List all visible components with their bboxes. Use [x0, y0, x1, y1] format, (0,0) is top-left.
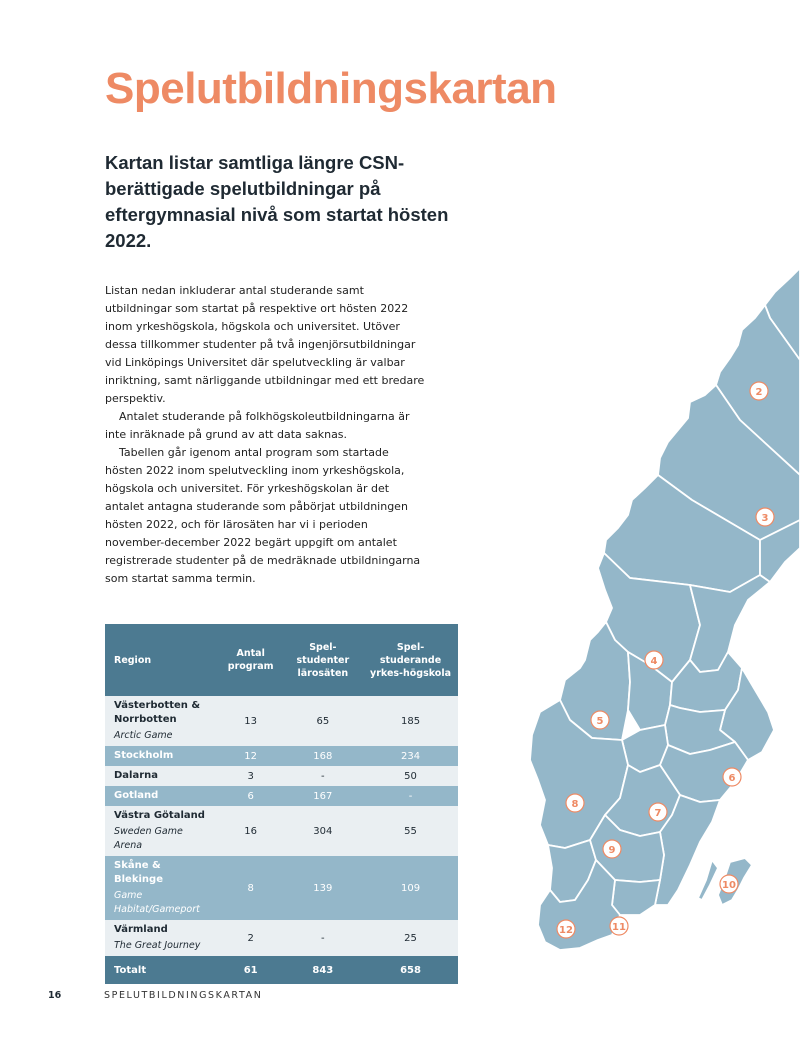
map-region-blekinge: [612, 880, 660, 915]
table-row: [105, 766, 458, 786]
education-statistics-table: [105, 624, 458, 984]
map-marker: [610, 917, 628, 935]
map-marker-label: 10: [722, 880, 736, 891]
lead-paragraph: Kartan listar samtliga längre CSN-berättigade spelutbildningar på eftergymnasial nivå som startat hösten 2022.: [105, 152, 449, 251]
table-row: [105, 856, 458, 920]
header-region: Region: [105, 624, 219, 696]
region-cell: [105, 746, 219, 766]
table-header-row: [105, 624, 458, 696]
map-marker-label: 3: [761, 513, 769, 524]
map-marker: [649, 803, 667, 821]
table-row: [105, 920, 458, 956]
region-cell: [105, 786, 219, 806]
map-marker: [566, 794, 584, 812]
region-cluster: Arctic Game: [114, 730, 173, 741]
map-marker: [723, 768, 741, 786]
yh-count: 109: [363, 856, 458, 920]
map-marker-label: 9: [608, 845, 616, 856]
program-count: 8: [219, 856, 283, 920]
region-name: Skåne & Blekinge: [114, 860, 163, 885]
map-marker-label: 6: [728, 773, 736, 784]
table-row: [105, 696, 458, 746]
total-yh: 658: [363, 956, 458, 984]
yh-count: 185: [363, 696, 458, 746]
header-antal-program: Antal program: [219, 624, 283, 696]
map-marker-label: 5: [596, 716, 604, 727]
larosaten-count: 139: [283, 856, 363, 920]
yh-count: 25: [363, 920, 458, 956]
map-marker: [645, 651, 663, 669]
region-name: Västra Götaland: [114, 810, 205, 821]
table-total-row: [105, 956, 458, 984]
page-footer: [48, 990, 263, 1001]
total-program: 61: [219, 956, 283, 984]
region-name: Dalarna: [114, 770, 159, 781]
map-marker: [750, 382, 768, 400]
map-region-oland: [698, 860, 718, 900]
map-marker: [603, 840, 621, 858]
sweden-region-map: [520, 262, 800, 962]
map-marker: [720, 875, 738, 893]
table-row: [105, 806, 458, 856]
running-footer-title: SPELUTBILDNINGSKARTAN: [104, 990, 263, 1001]
map-marker: [756, 508, 774, 526]
program-count: 13: [219, 696, 283, 746]
region-name: Stockholm: [114, 750, 174, 761]
program-count: 2: [219, 920, 283, 956]
body-paragraph: Listan nedan inkluderar antal studerande samt utbildningar som startat på respektive ort hösten 2022 inom yrkeshögskola, högskola och universitet. Utöver dessa tillkommer studenter på två ingenjörsutbildningar vid Linköpings Universitet där spelutveckling är valbar inriktning, samt närliggande utbildningar med ett bredare perspektiv.: [105, 284, 425, 405]
yh-count: 234: [363, 746, 458, 766]
map-marker-label: 7: [654, 808, 662, 819]
region-cluster: Sweden Game Arena: [114, 826, 183, 851]
region-cell: [105, 920, 219, 956]
header-spelstudenter-larosaten: Spel-studenter lärosäten: [283, 624, 363, 696]
larosaten-count: 65: [283, 696, 363, 746]
yh-count: 50: [363, 766, 458, 786]
header-spelstuderande-yrkeshogskola: Spel-studerande yrkes-högskola: [363, 624, 458, 696]
map-marker-label: 12: [559, 925, 573, 936]
region-cluster: The Great Journey: [114, 940, 201, 951]
map-marker: [557, 920, 575, 938]
map-marker-label: 4: [650, 656, 658, 667]
region-cluster: Game Habitat/Gameport: [114, 890, 200, 915]
larosaten-count: -: [283, 920, 363, 956]
region-cell: [105, 766, 219, 786]
map-marker-label: 11: [612, 922, 626, 933]
region-name: Västerbotten & Norrbotten: [114, 700, 201, 725]
table-row: [105, 746, 458, 766]
larosaten-count: -: [283, 766, 363, 786]
region-name: Gotland: [114, 790, 159, 801]
region-cell: [105, 696, 219, 746]
region-name: Värmland: [114, 924, 168, 935]
region-cell: [105, 806, 219, 856]
region-cell: [105, 856, 219, 920]
table-row: [105, 786, 458, 806]
map-regions: [530, 268, 800, 950]
total-label: Totalt: [105, 956, 219, 984]
larosaten-count: 168: [283, 746, 363, 766]
program-count: 6: [219, 786, 283, 806]
program-count: 3: [219, 766, 283, 786]
body-text: [105, 282, 425, 588]
yh-count: -: [363, 786, 458, 806]
larosaten-count: 167: [283, 786, 363, 806]
map-marker-label: 2: [755, 387, 763, 398]
program-count: 12: [219, 746, 283, 766]
map-marker-label: 8: [571, 799, 579, 810]
yh-count: 55: [363, 806, 458, 856]
map-marker: [591, 711, 609, 729]
total-larosaten: 843: [283, 956, 363, 984]
page-number: 16: [48, 990, 62, 1001]
program-count: 16: [219, 806, 283, 856]
body-paragraph: Tabellen går igenom antal program som startade hösten 2022 inom spelutveckling inom yrkeshögskola, högskola och universitet. För yrkeshögskolan är det antalet antagna studerande som påbörjat utbildningen hösten 2022, och för lärosäten har vi i perioden november-december 2022 begärt uppgift om antalet registrerade studenter på de medräknade utbildningarna som startat samma termin.: [105, 446, 421, 585]
larosaten-count: 304: [283, 806, 363, 856]
body-paragraph: Antalet studerande på folkhögskoleutbildningarna är inte inräknade på grund av att data saknas.: [105, 410, 410, 441]
page-title: Spelutbildningskartan: [105, 64, 557, 113]
